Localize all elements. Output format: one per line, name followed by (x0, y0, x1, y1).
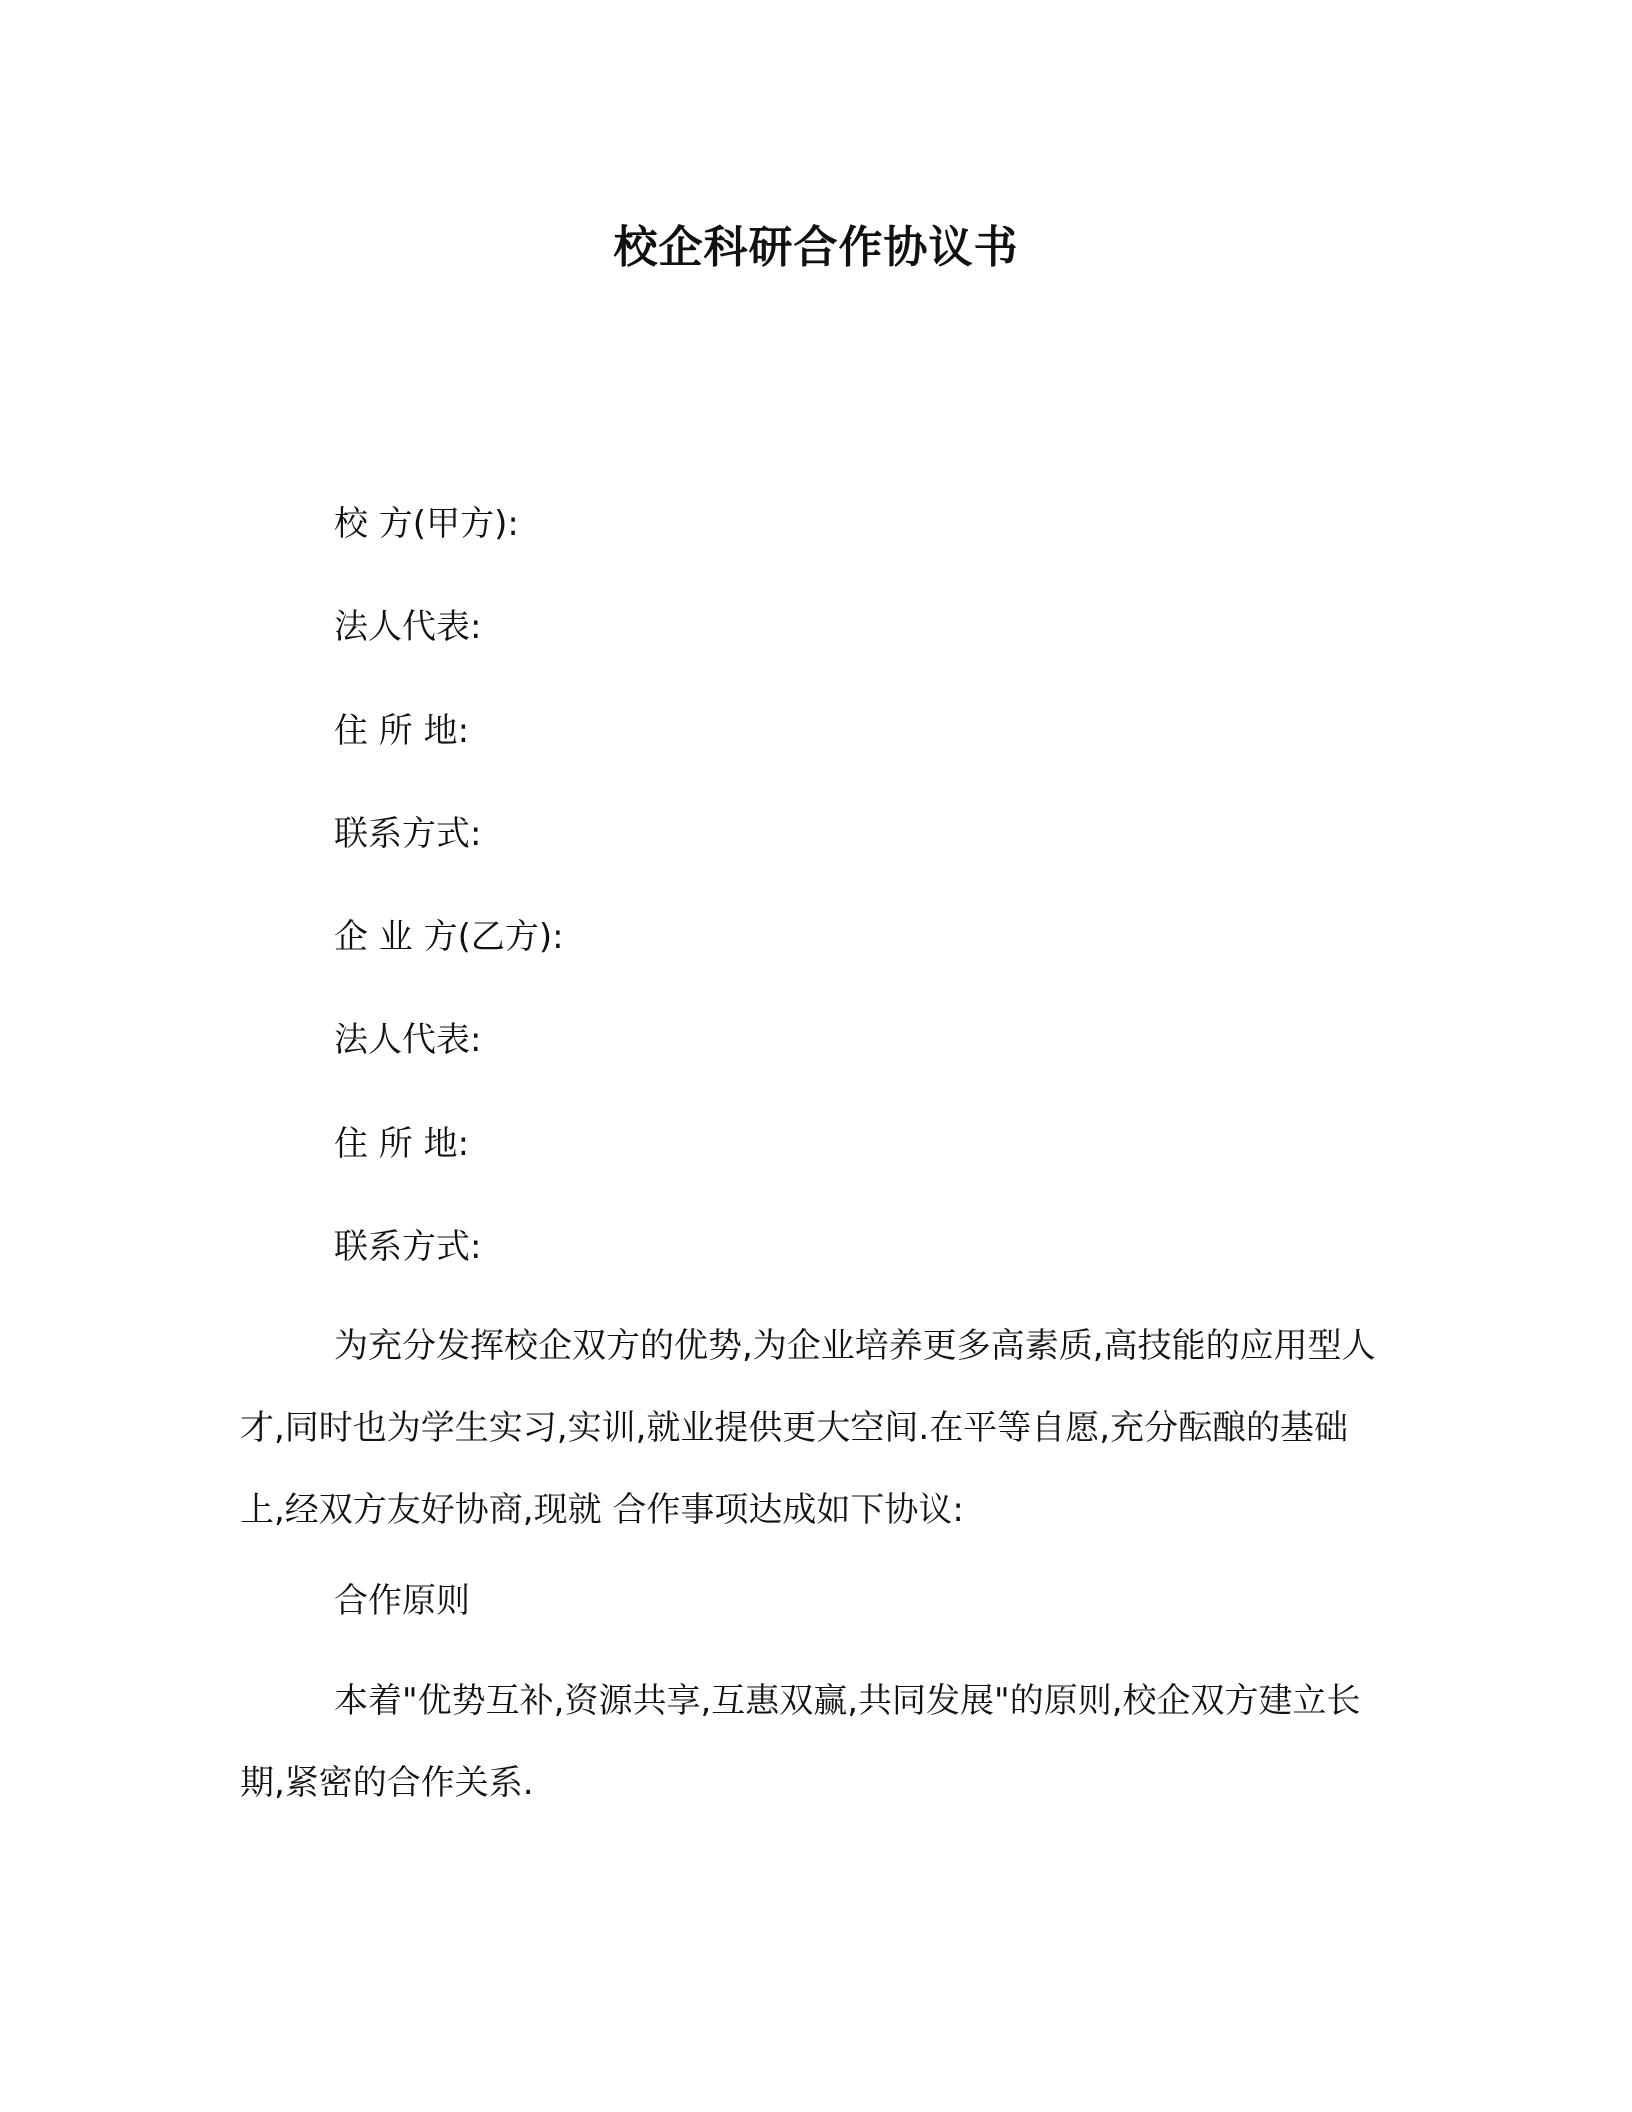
party-a-address-label: 住 所 地: (334, 711, 470, 751)
principle-paragraph: 本着"优势互补,资源共享,互惠双赢,共同发展"的原则,校企双方建立长期,紧密的合作关系. (240, 1681, 1361, 1803)
section-heading: 合作原则 (334, 1581, 470, 1621)
document-title: 校企科研合作协议书 (613, 222, 1019, 273)
party-b-contact-label: 联系方式: (334, 1227, 482, 1267)
party-b-representative-label: 法人代表: (334, 1020, 482, 1060)
preamble-paragraph: 为充分发挥校企双方的优势,为企业培养更多高素质,高技能的应用型人才,同时也为学生实习,实训,就业提供更大空间.在平等自愿,充分酝酿的基础上,经双方友好协商,现就 合作事项达成如下协议: (240, 1326, 1376, 1530)
party-a-label: 校 方(甲方): (334, 504, 519, 544)
party-a-representative-label: 法人代表: (334, 607, 482, 647)
party-a-contact-label: 联系方式: (334, 814, 482, 854)
party-b-label: 企 业 方(乙方): (334, 917, 564, 957)
party-b-address-label: 住 所 地: (334, 1124, 470, 1164)
